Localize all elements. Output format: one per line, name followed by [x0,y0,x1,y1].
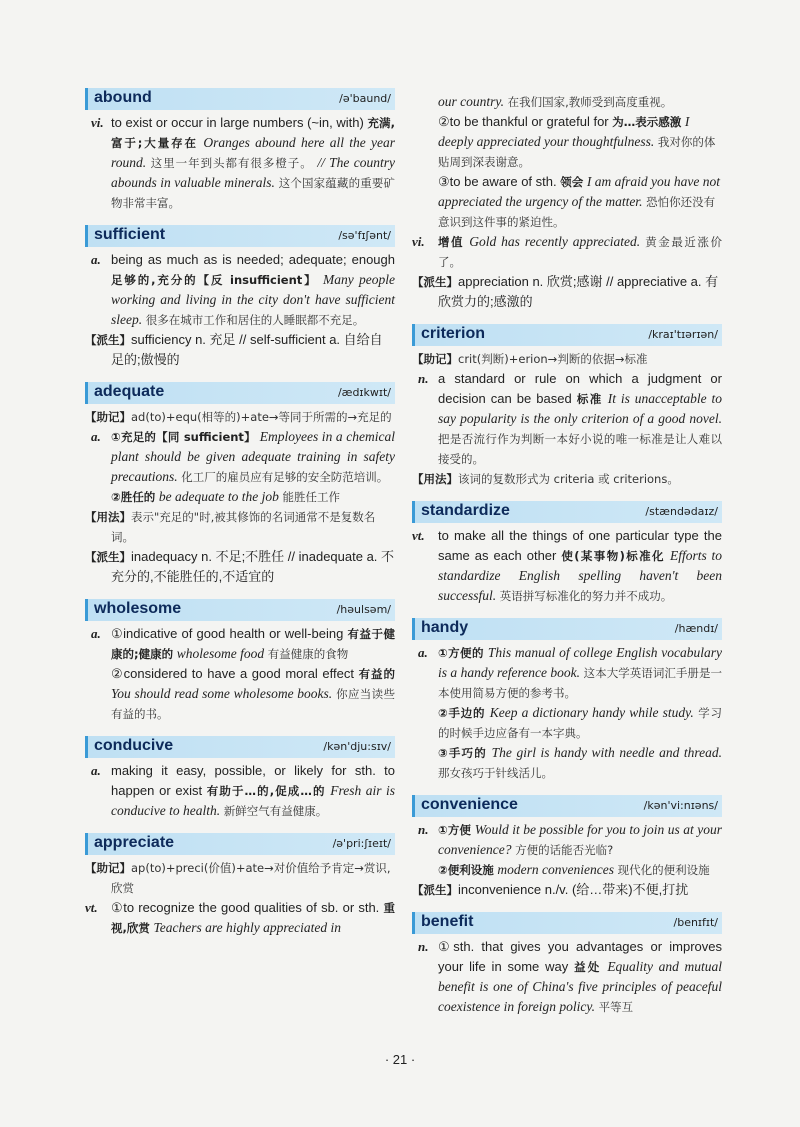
sense-1: ①方便 [438,823,472,837]
example-translation: 你应当读些有益的书。 [111,687,395,721]
headword: standardize [421,502,510,519]
headword: abound [94,89,152,106]
mnemonic-note [85,858,395,898]
derivation-tag: 【派生】 [412,883,458,897]
headword: adequate [94,383,165,400]
part-of-speech: a. [91,252,101,267]
mnemonic-note [412,349,722,369]
entry-appreciate [85,833,395,938]
example-translation: 这本大学英语词汇手册是一本使用简易方便的参考书。 [438,666,722,700]
example: The girl is handy with needle and thread. [491,745,722,760]
example: Employees in a chemical plant should be given adequate training in safety precautions. [111,429,395,484]
headword-bar [85,599,395,621]
right-column [412,92,722,1029]
part-of-speech: a. [418,645,428,660]
translation: 使(某事物)标准化 [561,549,665,563]
example: Would it be possible for you to join us at your convenience? [438,822,722,857]
headword: benefit [421,913,474,930]
mnemonic-tag: 【助记】 [85,861,131,875]
sense-3: ③手巧的 [438,746,487,760]
sense [412,643,722,783]
derivation-note [85,330,395,370]
sense [85,250,395,330]
derivation-note [412,272,722,312]
part-of-speech: n. [418,822,429,837]
usage-text: 表示"充足的"时,被其修饰的名词通常不是复数名词。 [111,510,376,544]
example: It is unacceptable to say popularity is the only criterion of a good novel. [438,391,722,426]
usage-tag: 【用法】 [412,472,458,486]
mnemonic-tag: 【助记】 [85,410,131,424]
entry-sufficient [85,225,395,370]
definition: to make all the things of one particular type the same as each other [438,528,722,563]
example-translation: 把是否流行作为判断一本好小说的唯一标准是让人难以接受的。 [438,432,722,466]
example: I am afraid you have not appreciated the urgency of the matter. [438,174,720,209]
part-of-speech: vi. [91,115,104,130]
part-of-speech: vi. [412,234,425,249]
entry-abound [85,88,395,213]
example: be adequate to the job [158,489,279,504]
left-column [85,88,395,950]
translation: 有益于健康的;健康的 [111,627,395,661]
phonetic: /kraɪ'tɪərɪən/ [648,328,718,341]
example-translation: 有益健康的食物 [267,647,349,661]
sense [412,232,722,272]
entry-adequate [85,382,395,587]
sense-1: ①充足的【同 sufficient】 [111,430,256,444]
entry-appreciate-continued [412,92,722,312]
headword-bar [412,912,722,934]
usage-note [412,469,722,489]
example: This manual of college English vocabulary is a handy reference book. [438,645,722,680]
headword: sufficient [94,226,166,243]
phonetic: /kən'vi:nɪəns/ [643,799,718,812]
entry-criterion [412,324,722,489]
headword-bar [85,833,395,855]
example-translation: 那女孩巧于针线活儿。 [438,766,553,780]
phonetic: /sə'fɪʃənt/ [338,229,391,242]
example: Teachers are highly appreciated in [153,920,341,935]
phonetic: /ə'pri:ʃɪeɪt/ [332,837,391,850]
mnemonic-tag: 【助记】 [412,352,458,366]
headword: handy [421,619,469,636]
example: Efforts to standardize English spelling haven't been successful. [438,548,722,603]
translation: 为…表示感激 [612,115,682,129]
part-of-speech: vt. [412,528,425,543]
example: Gold has recently appreciated. [469,234,641,249]
definition: to exist or occur in large numbers (~in, with) [111,115,364,130]
translation: 有助于…的,促成…的 [206,784,326,798]
sense [85,761,395,821]
example-translation: 我对你的体贴周到深表谢意。 [438,135,716,169]
headword-bar [412,324,722,346]
sense-1: ①sth. that gives you advantages or improves your life in some way [438,939,722,974]
example: Fresh air is conducive to health. [111,783,395,818]
translation: 益处 [574,960,602,974]
derivation-note [412,880,722,900]
mnemonic-note [85,407,395,427]
headword: conducive [94,737,174,754]
example: wholesome food [176,646,265,661]
sense-2: ②胜任的 [111,490,156,504]
translation: 标准 [576,392,603,406]
sense [412,820,722,880]
definition: making it easy, possible, or likely for sth. to happen or exist [111,763,395,798]
sense-2: ②to be thankful or grateful for [438,114,609,129]
sense-2: ②便利设施 [438,863,494,877]
translation: 领会 [560,175,584,189]
sense-1: ①方便的 [438,646,484,660]
sense [85,113,395,213]
entry-standardize [412,501,722,606]
example: modern conveniences [497,862,614,877]
phonetic: /ædɪkwɪt/ [337,386,391,399]
sense-2: ②手边的 [438,706,486,720]
sense [85,427,395,507]
phonetic: /həulsəm/ [336,603,391,616]
derivation-text: inconvenience n./v. (给…带来)不便,打扰 [458,882,689,897]
headword-bar [85,225,395,247]
translation: 足够的,充分的【反 insufficient】 [111,273,318,287]
derivation-text: sufficiency n. 充足 // self-sufficient a. 自给自足的;傲慢的 [111,332,383,367]
entry-conducive [85,736,395,821]
example: You should read some wholesome books. [111,686,333,701]
example-translation: 这个国家蕴藏的重要矿物非常丰富。 [111,176,395,210]
headword: convenience [421,796,518,813]
headword: wholesome [94,600,182,617]
derivation-text: inadequacy n. 不足;不胜任 // inadequate a. 不充分的,不能胜任的,不适宜的 [111,549,395,584]
translation: 重视,欣赏 [111,901,395,935]
part-of-speech: vt. [85,900,98,915]
example-translation: 现代化的便利设施 [617,863,710,877]
sense [85,624,395,724]
example-translation: 恐怕你还没有意识到这件事的紧迫性。 [438,195,716,229]
entry-handy [412,618,722,783]
headword-bar [85,736,395,758]
example-translation: 化工厂的雇员应有足够的安全防范培训。 [181,470,389,484]
translation: 有益的 [358,667,396,681]
usage-tag: 【用法】 [85,510,131,524]
phonetic: /stændədaɪz/ [645,505,718,518]
example-translation: 很多在城市工作和居住的人睡眠都不充足。 [145,313,365,327]
part-of-speech: a. [91,763,101,778]
entry-wholesome [85,599,395,724]
sense [412,526,722,606]
sense-continued [412,92,722,232]
sense [412,369,722,469]
derivation-tag: 【派生】 [85,333,131,347]
definition: a standard or rule on which a judgment or decision can be based [438,371,722,406]
part-of-speech: n. [418,371,429,386]
part-of-speech: n. [418,939,429,954]
mnemonic-text: crit(判断)+erion→判断的依据→标准 [458,352,648,366]
phonetic: /benɪfɪt/ [673,916,718,929]
sense [85,898,395,938]
derivation-text: appreciation n. 欣赏;感谢 // appreciative a. 有欣赏力的;感激的 [438,274,719,309]
mnemonic-text: ad(to)+equ(相等的)+ate→等同于所需的→充足的 [131,410,392,424]
example-translation: 在我们国家,教师受到高度重视。 [507,95,673,109]
example: I deeply appreciated your thoughtfulness. [438,114,690,149]
entry-benefit [412,912,722,1017]
example: Equality and mutual benefit is one of China's five principles of peaceful coexistence in foreign policy. [438,959,722,1014]
usage-text: 该词的复数形式为 criteria 或 criterions。 [458,472,679,486]
headword: appreciate [94,834,175,851]
translation: 增值 [438,235,465,249]
entry-convenience [412,795,722,900]
example-translation: 新鲜空气有益健康。 [223,804,328,818]
mnemonic-text: ap(to)+preci(价值)+ate→对价值给予肯定→赏识,欣赏 [111,861,391,895]
example-translation: 这里一年到头都有很多橙子。 [150,156,313,170]
sense-2: ②considered to have a good moral effect [111,666,354,681]
phonetic: /kən'dju:sɪv/ [323,740,391,753]
sense [412,937,722,1017]
example-translation: 英语拼写标准化的努力并不成功。 [499,589,673,603]
example: Keep a dictionary handy while study. [489,705,694,720]
usage-note [85,507,395,547]
example: Oranges abound here all the year round. [111,135,395,170]
example: our country. [438,94,504,109]
example-translation: 平等互 [598,1000,634,1014]
headword-bar [412,618,722,640]
example-translation: 黄金最近涨价了。 [438,235,722,269]
headword-bar [85,382,395,404]
derivation-note [85,547,395,587]
derivation-tag: 【派生】 [85,550,131,564]
example-translation: 方便的话能否光临? [515,843,614,857]
page-number: · 21 · [384,1052,416,1067]
example: Many people working and living in the city don't have sufficient sleep. [111,272,395,327]
example-translation: 能胜任工作 [282,490,340,504]
example: // The country abounds in valuable minerals. [111,155,395,190]
phonetic: /ə'baund/ [339,92,391,105]
derivation-tag: 【派生】 [412,275,458,289]
sense-1: ①indicative of good health or well-being [111,626,344,641]
translation: 充满,富于;大量存在 [111,116,395,150]
headword-bar [412,795,722,817]
part-of-speech: a. [91,626,101,641]
example-translation: 学习的时候手边应备有一本字典。 [438,706,722,740]
headword-bar [85,88,395,110]
sense-1: ①to recognize the good qualities of sb. or sth. [111,900,380,915]
sense-3: ③to be aware of sth. [438,174,557,189]
part-of-speech: a. [91,429,101,444]
definition: being as much as is needed; adequate; enough [111,252,395,267]
phonetic: /hændɪ/ [674,622,718,635]
headword: criterion [421,325,486,342]
headword-bar [412,501,722,523]
